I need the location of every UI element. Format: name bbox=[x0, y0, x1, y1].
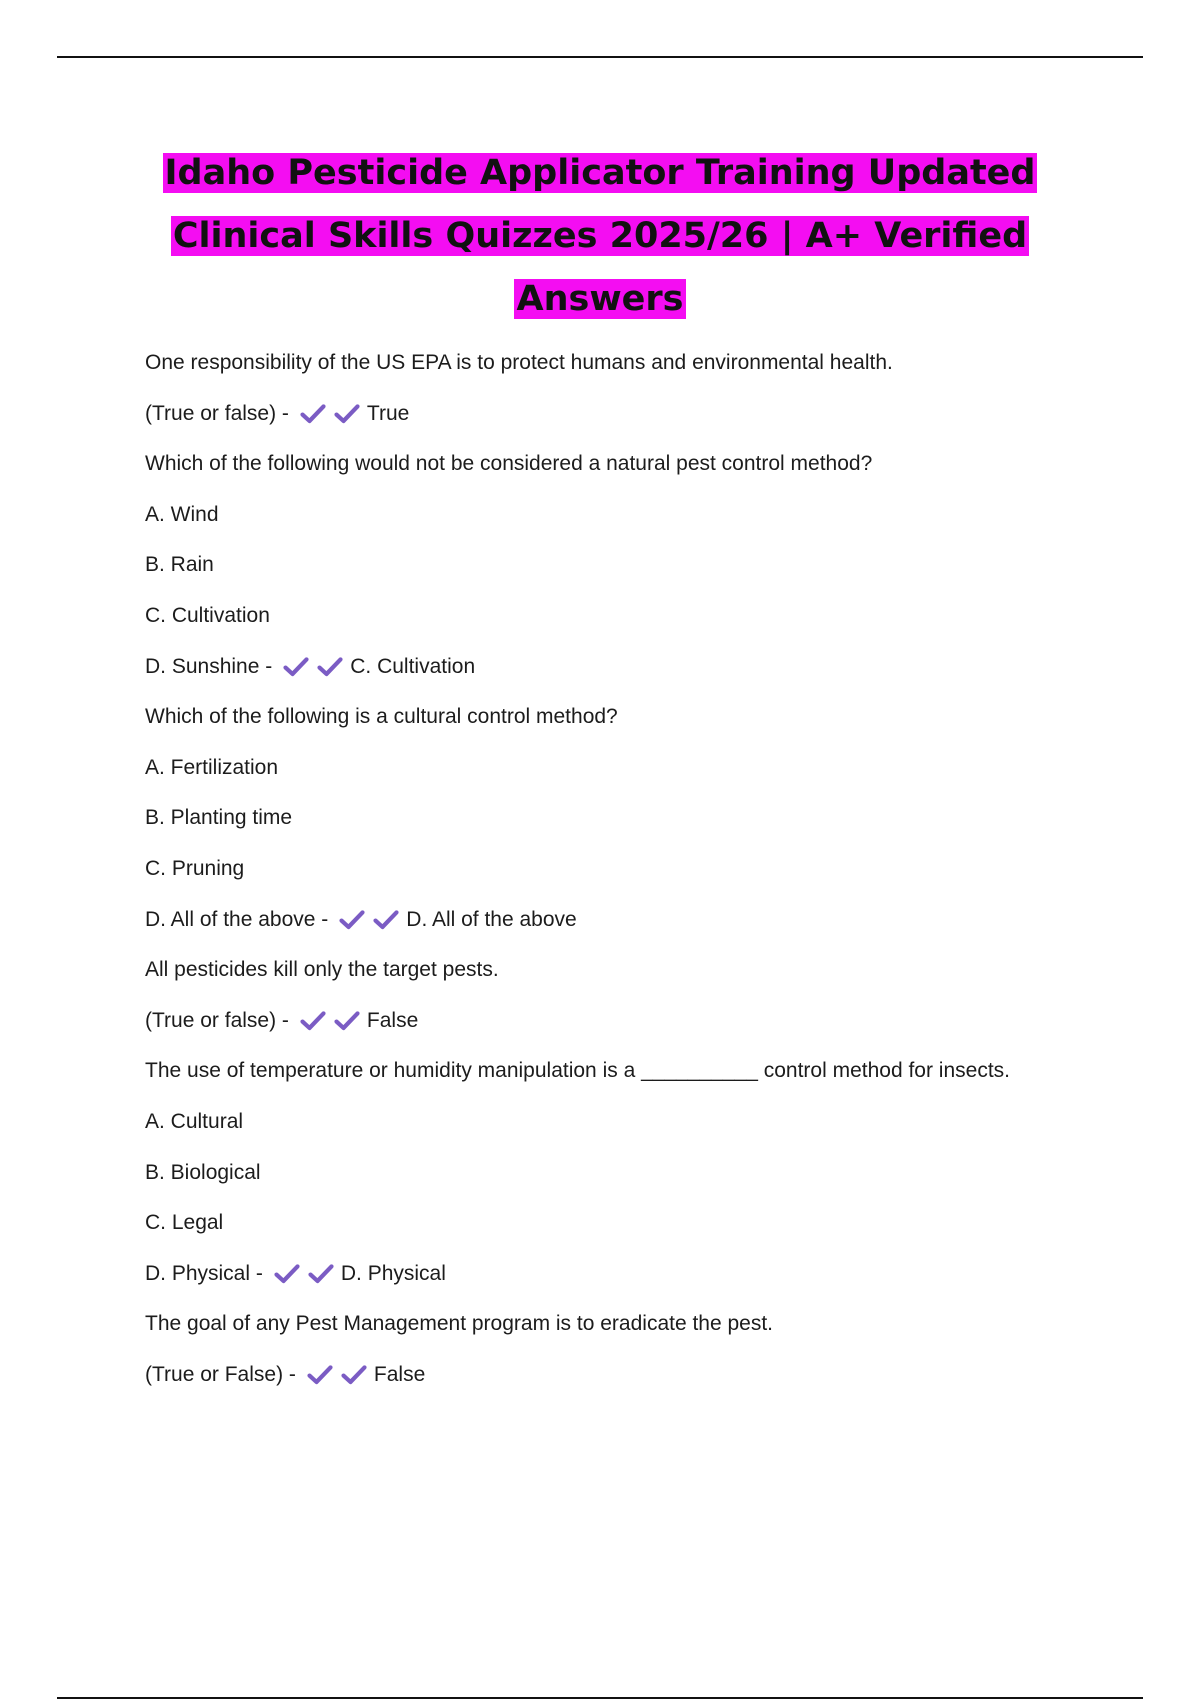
line-text: D. Sunshine - bbox=[145, 654, 273, 678]
question-line bbox=[145, 700, 1105, 751]
question-line bbox=[145, 852, 1105, 903]
checkmark-icon bbox=[340, 1361, 368, 1389]
line-text: D. Physical - bbox=[145, 1261, 263, 1285]
checkmark-icon bbox=[307, 1260, 335, 1288]
question-line bbox=[145, 498, 1105, 549]
answer-line bbox=[145, 903, 1105, 954]
checkmark-icon bbox=[333, 1007, 361, 1035]
checkmark-icon bbox=[299, 400, 327, 428]
checkmark-icon bbox=[282, 653, 310, 681]
checkmark-icon bbox=[333, 400, 361, 428]
line-text: C. Cultivation bbox=[145, 603, 270, 627]
question-line bbox=[145, 751, 1105, 802]
line-text: (True or false) - bbox=[145, 1008, 289, 1032]
line-text: (True or false) - bbox=[145, 401, 289, 425]
line-text: A. Fertilization bbox=[145, 755, 279, 779]
answer-text: C. Cultivation bbox=[350, 654, 476, 678]
question-line bbox=[145, 1054, 1105, 1105]
line-text: All pesticides kill only the target pests. bbox=[145, 958, 499, 982]
checkmark-icon bbox=[338, 906, 366, 934]
line-text: Which of the following would not be considered a natural pest control method? bbox=[145, 452, 873, 476]
line-text: B. Biological bbox=[145, 1160, 261, 1184]
checkmark-icon bbox=[316, 653, 344, 681]
answer-line bbox=[145, 1004, 1105, 1055]
question-line bbox=[145, 1156, 1105, 1207]
question-line bbox=[145, 346, 1105, 397]
line-text: B. Rain bbox=[145, 553, 214, 577]
question-line bbox=[145, 599, 1105, 650]
checkmark-icon bbox=[273, 1260, 301, 1288]
bottom-rule bbox=[57, 1697, 1143, 1699]
checkmark-icon bbox=[306, 1361, 334, 1389]
answer-line bbox=[145, 1257, 1105, 1308]
checkmark-icon bbox=[372, 906, 400, 934]
checkmark-icon bbox=[299, 1007, 327, 1035]
question-line bbox=[145, 1307, 1105, 1358]
line-text: One responsibility of the US EPA is to protect humans and environmental health. bbox=[145, 351, 893, 374]
top-rule bbox=[57, 56, 1143, 58]
answer-text: False bbox=[373, 1362, 426, 1386]
question-line bbox=[145, 1105, 1105, 1156]
quiz-content bbox=[145, 346, 1105, 1408]
question-line bbox=[145, 1206, 1105, 1257]
document-title bbox=[100, 142, 1100, 331]
line-text: The use of temperature or humidity manipulation is a __________ control method for insects. bbox=[145, 1059, 1010, 1083]
question-line bbox=[145, 447, 1105, 498]
question-line bbox=[145, 801, 1105, 852]
answer-line bbox=[145, 397, 1105, 448]
question-line bbox=[145, 548, 1105, 599]
answer-text: D. All of the above bbox=[406, 907, 577, 931]
line-text: B. Planting time bbox=[145, 806, 293, 830]
title-line-1: Idaho Pesticide Applicator Training Updated bbox=[164, 153, 1036, 193]
line-text: C. Legal bbox=[145, 1211, 224, 1235]
answer-text: False bbox=[366, 1008, 419, 1032]
line-text: D. All of the above - bbox=[145, 907, 329, 931]
answer-text: D. Physical bbox=[340, 1261, 446, 1285]
answer-text: True bbox=[366, 401, 410, 425]
line-text: A. Cultural bbox=[145, 1109, 244, 1133]
answer-line bbox=[145, 650, 1105, 701]
line-text: (True or False) - bbox=[145, 1362, 296, 1386]
title-line-2: Clinical Skills Quizzes 2025/26 | A+ Verified bbox=[172, 216, 1028, 256]
line-text: Which of the following is a cultural control method? bbox=[145, 705, 618, 729]
title-line-3: Answers bbox=[516, 279, 684, 319]
line-text: The goal of any Pest Management program is to eradicate the pest. bbox=[145, 1312, 774, 1336]
line-text: C. Pruning bbox=[145, 856, 245, 880]
question-line bbox=[145, 953, 1105, 1004]
answer-line bbox=[145, 1358, 1105, 1409]
line-text: A. Wind bbox=[145, 502, 219, 526]
